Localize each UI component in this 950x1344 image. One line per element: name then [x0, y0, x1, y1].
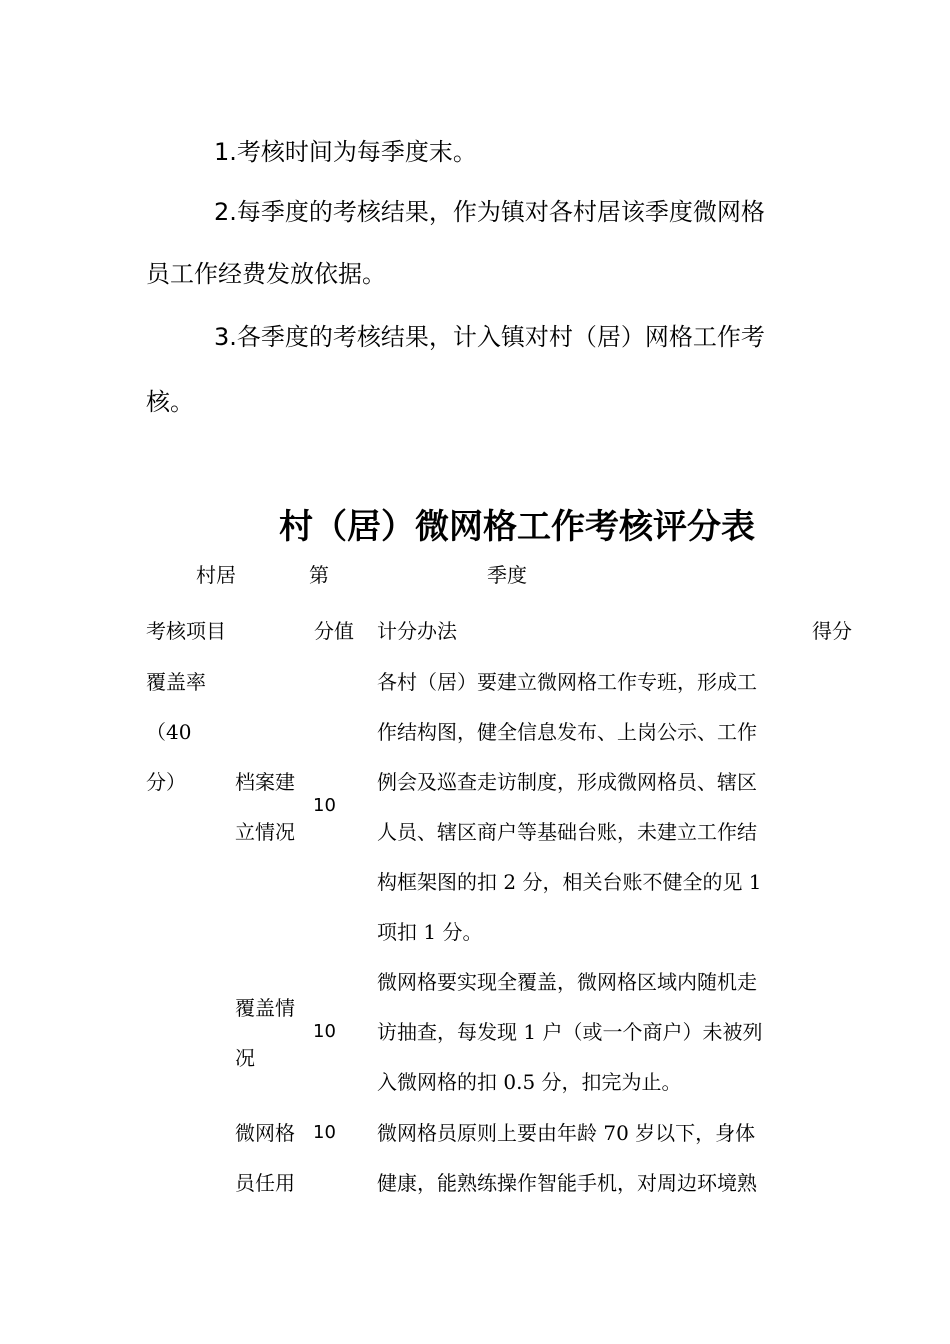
- subtitle-village: 村居: [196, 563, 236, 587]
- header-score: 分值: [314, 619, 354, 643]
- row-1-method-line-3: 例会及巡查走访制度，形成微网格员、辖区: [377, 770, 757, 794]
- row-1-name-line-2: 立情况: [235, 820, 295, 844]
- subtitle-season: 季度: [487, 563, 527, 587]
- row-3-method-line-1: 微网格员原则上要由年龄 70 岁以下，身体: [377, 1121, 756, 1145]
- row-2-name-line-2: 况: [235, 1046, 255, 1070]
- category-label-line-3: 分）: [146, 770, 186, 794]
- row-2-method-line-1: 微网格要实现全覆盖，微网格区域内随机走: [377, 970, 757, 994]
- row-2-method-line-3: 入微网格的扣 0.5 分，扣完为止。: [377, 1070, 682, 1094]
- category-label-line-1: 覆盖率: [146, 670, 206, 694]
- row-3-method-line-2: 健康，能熟练操作智能手机，对周边环境熟: [377, 1171, 757, 1195]
- row-2-score: 10: [313, 1021, 336, 1042]
- header-method: 计分办法: [377, 619, 457, 643]
- intro-point-2-line-2: 员工作经费发放依据。: [146, 260, 386, 288]
- intro-point-3-line-1: 3.各季度的考核结果，计入镇对村（居）网格工作考: [214, 323, 765, 351]
- row-1-name-line-1: 档案建: [235, 770, 295, 794]
- header-result: 得分: [812, 619, 852, 643]
- row-1-method-line-4: 人员、辖区商户等基础台账，未建立工作结: [377, 820, 757, 844]
- row-3-name-line-1: 微网格: [235, 1121, 295, 1145]
- row-2-name-line-1: 覆盖情: [235, 996, 295, 1020]
- row-1-method-line-5: 构框架图的扣 2 分，相关台账不健全的见 1: [377, 870, 762, 894]
- row-1-score: 10: [313, 795, 336, 816]
- category-label-line-2: （40: [146, 720, 192, 744]
- row-3-name-line-2: 员任用: [235, 1171, 295, 1195]
- row-3-score: 10: [313, 1122, 336, 1143]
- table-title: 村（居）微网格工作考核评分表: [279, 507, 755, 547]
- intro-point-1: 1.考核时间为每季度末。: [214, 138, 477, 166]
- row-1-method-line-2: 作结构图，健全信息发布、上岗公示、工作: [377, 720, 757, 744]
- header-item: 考核项目: [146, 619, 226, 643]
- intro-point-2-line-1: 2.每季度的考核结果，作为镇对各村居该季度微网格: [214, 198, 765, 226]
- row-2-method-line-2: 访抽查，每发现 1 户（或一个商户）未被列: [377, 1020, 763, 1044]
- intro-point-3-line-2: 核。: [146, 388, 194, 416]
- row-1-method-line-1: 各村（居）要建立微网格工作专班，形成工: [377, 670, 757, 694]
- subtitle-ordinal: 第: [309, 563, 329, 587]
- row-1-method-line-6: 项扣 1 分。: [377, 920, 483, 944]
